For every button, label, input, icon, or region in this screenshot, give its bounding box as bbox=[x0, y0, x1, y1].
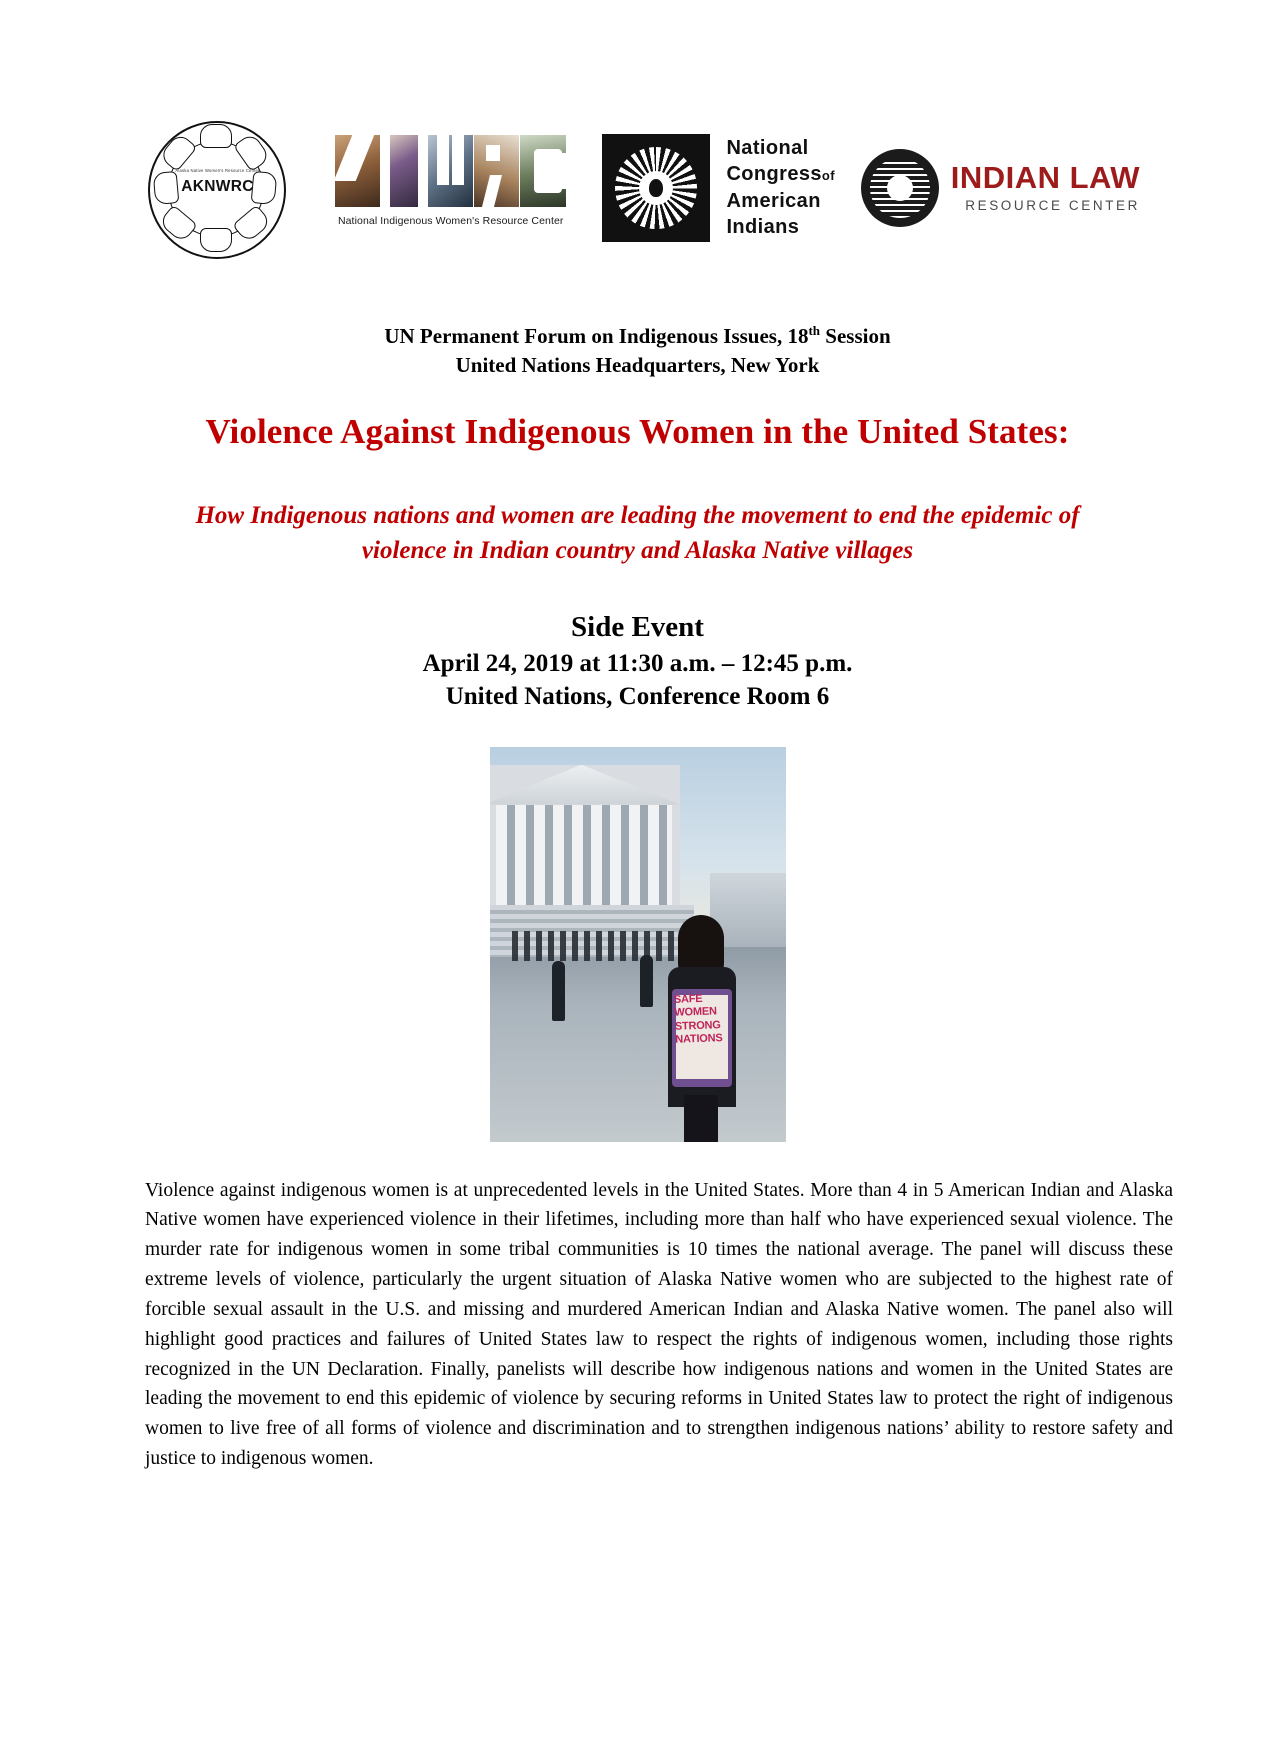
page-title: Violence Against Indigenous Women in the United States: bbox=[205, 411, 1070, 451]
photo-woman-with-shawl bbox=[658, 915, 744, 1142]
photo-bollard bbox=[640, 955, 653, 1007]
niwrc-letter-r bbox=[474, 135, 519, 207]
ilrc-subtitle: RESOURCE CENTER bbox=[965, 198, 1140, 213]
niwrc-logo bbox=[335, 135, 567, 240]
aknwrc-acronym: AKNWRC bbox=[181, 177, 254, 195]
hand-icon bbox=[200, 124, 232, 148]
side-event-block bbox=[95, 609, 1180, 713]
hand-icon bbox=[200, 228, 232, 252]
niwrc-letter-i bbox=[381, 135, 426, 207]
aknwrc-full-name: Alaska Native Women's Resource Center bbox=[175, 167, 260, 173]
supreme-court-protest-photo bbox=[490, 747, 786, 1142]
event-header bbox=[95, 322, 1180, 380]
ilrc-name: INDIAN LAW bbox=[950, 160, 1140, 195]
indian-law-resource-center-logo bbox=[861, 149, 1140, 227]
ncai-logo bbox=[602, 134, 835, 242]
logo-bar bbox=[95, 95, 1180, 280]
forum-session-line bbox=[95, 322, 1180, 351]
document-page bbox=[0, 95, 1275, 1745]
photo-legs bbox=[684, 1095, 718, 1142]
shawl-line-3: STRONG bbox=[674, 1018, 721, 1033]
shawl-line-1: SAFE bbox=[673, 992, 703, 1006]
niwrc-letter-c bbox=[520, 135, 565, 207]
aknwrc-logo bbox=[140, 118, 295, 258]
ncai-wordmark bbox=[726, 135, 835, 241]
ilrc-circle-icon bbox=[861, 149, 939, 227]
venue-line: United Nations Headquarters, New York bbox=[455, 352, 820, 377]
ncai-line-2-main: Congress bbox=[726, 163, 822, 186]
ncai-line-2 bbox=[726, 161, 835, 187]
ncai-line-2-of: of bbox=[821, 168, 835, 184]
shawl-line-4: NATIONS bbox=[674, 1031, 723, 1046]
session-ordinal-suffix: th bbox=[808, 323, 821, 338]
page-subtitle: How Indigenous nations and women are leading the movement to end the epidemic of violence in Indian country and Alaska Native villages bbox=[195, 501, 1080, 565]
shawl-line-2: WOMEN bbox=[673, 1005, 717, 1019]
forum-session-text: UN Permanent Forum on Indigenous Issues, 18 bbox=[384, 324, 809, 348]
niwrc-letter-w bbox=[428, 135, 473, 207]
ncai-line-4: Indians bbox=[726, 215, 800, 238]
photo-bollard bbox=[552, 961, 565, 1021]
photo-columns bbox=[496, 805, 672, 905]
session-word: Session bbox=[820, 324, 891, 348]
body-paragraph: Violence against indigenous women is at unprecedented levels in the United States. More than 4 in 5 American Indian and Alaska Native women have experienced violence in their lifetimes, including more than half who have experienced sexual violence. The murder rate for indigenous women in some tribal communities is 10 times the national average. The panel will discuss these extreme levels of violence, particularly the urgent situation of Alaska Native women who are subjected to the highest rate of forcible sexual assault in the U.S. and missing and murdered American Indian and Alaska Native women. The panel also will highlight good practices and failures of United States law to respect the rights of indigenous women, including those rights recognized in the UN Declaration. Finally, panelists will describe how indigenous nations and women in the United States are leading the movement to end this epidemic of violence by securing reforms in United States law to protect the right of indigenous women to live free of all forms of violence and discrimination and to strengthen indigenous nations’ ability to restore safety and justice to indigenous women. bbox=[145, 1179, 1173, 1470]
ncai-line-3: American bbox=[726, 189, 821, 212]
niwrc-wordmark bbox=[335, 135, 567, 207]
photo-shawl-text bbox=[670, 988, 725, 1074]
niwrc-letter-n bbox=[335, 135, 380, 207]
photo-container bbox=[95, 747, 1180, 1142]
ncai-sunburst-icon bbox=[602, 134, 710, 242]
side-event-heading: Side Event bbox=[571, 610, 704, 643]
photo-shawl bbox=[672, 989, 732, 1087]
side-event-date-time: April 24, 2019 at 11:30 a.m. – 12:45 p.m. bbox=[422, 649, 853, 677]
ncai-line-1: National bbox=[726, 136, 809, 159]
side-event-location: United Nations, Conference Room 6 bbox=[445, 682, 830, 710]
niwrc-tagline: National Indigenous Women's Resource Center bbox=[337, 215, 564, 227]
